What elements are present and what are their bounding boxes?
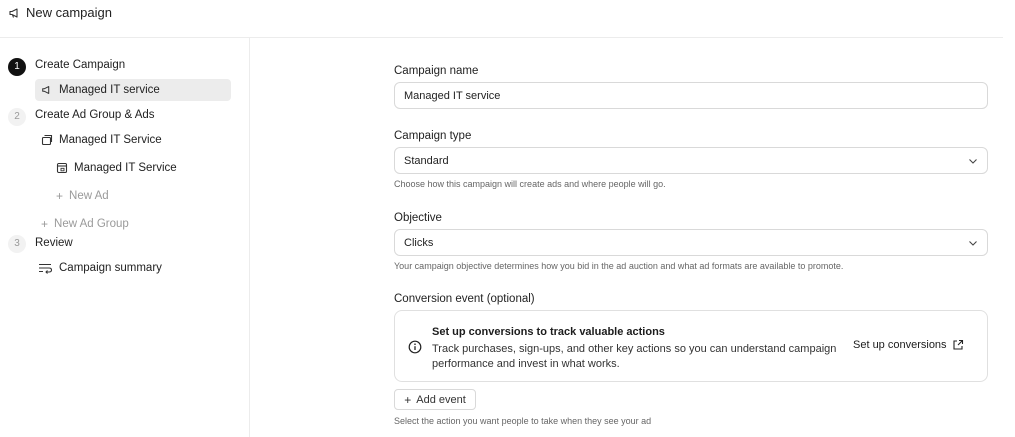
sidebar-item-ad-group[interactable] (35, 129, 162, 151)
set-up-conversions-label: Set up conversions (853, 339, 947, 351)
megaphone-icon (8, 6, 22, 20)
sidebar-item-label: Managed IT Service (74, 162, 177, 174)
conversion-help: Select the action you want people to take when they see your ad (394, 416, 652, 426)
chevron-down-icon (968, 156, 978, 166)
objective-select[interactable] (394, 229, 988, 256)
sidebar-item-label: Managed IT service (59, 84, 160, 96)
plus-icon: + (404, 392, 412, 407)
card-title: Set up conversions to track valuable actions (432, 326, 665, 338)
sidebar-item-campaign[interactable] (35, 79, 231, 101)
objective-value: Clicks (404, 236, 434, 249)
ad-icon (56, 162, 68, 174)
sidebar-item-label: Campaign summary (59, 262, 162, 274)
campaign-type-select[interactable] (394, 147, 988, 174)
sidebar (0, 38, 250, 437)
step-2-indicator: 2 (8, 108, 26, 126)
step-3-label[interactable]: Review (35, 237, 73, 249)
step-2-label[interactable]: Create Ad Group & Ads (35, 109, 155, 121)
chevron-down-icon (968, 238, 978, 248)
add-event-label: Add event (416, 393, 466, 406)
card-body: Track purchases, sign-ups, and other key actions so you can understand campaign performance and invest in what works. (432, 343, 837, 370)
sidebar-item-ad[interactable] (50, 157, 177, 179)
summary-icon (38, 262, 53, 274)
step-3-indicator: 3 (8, 235, 26, 253)
campaign-name-input[interactable] (394, 82, 988, 109)
info-icon (408, 340, 422, 354)
conversion-event-label: Conversion event (optional) (394, 293, 535, 305)
conversion-setup-card (394, 310, 988, 382)
campaign-type-label: Campaign type (394, 130, 472, 142)
campaign-name-label: Campaign name (394, 65, 479, 77)
step-1-indicator: 1 (8, 58, 26, 76)
new-ad-label: New Ad (69, 190, 109, 202)
plus-icon: + (41, 217, 49, 231)
new-ad-group-button[interactable] (41, 213, 129, 235)
sidebar-item-label: Managed IT Service (59, 134, 162, 146)
sidebar-item-summary[interactable] (38, 257, 162, 279)
plus-icon: + (56, 189, 64, 203)
new-ad-group-label: New Ad Group (54, 218, 129, 230)
add-event-button[interactable] (394, 389, 476, 410)
new-ad-button[interactable] (56, 185, 109, 207)
campaign-name-value: Managed IT service (404, 89, 501, 102)
objective-help: Your campaign objective determines how you bid in the ad auction and what ad formats are available to promote. (394, 261, 844, 271)
external-link-icon (952, 339, 964, 351)
page-title: New campaign (26, 5, 112, 20)
set-up-conversions-link[interactable] (853, 339, 964, 351)
megaphone-icon (41, 84, 53, 96)
campaign-type-help: Choose how this campaign will create ads and where people will go. (394, 179, 666, 189)
step-1-label[interactable]: Create Campaign (35, 59, 126, 71)
ad-group-icon (41, 134, 53, 146)
top-bar (0, 0, 1003, 38)
campaign-type-value: Standard (404, 154, 449, 167)
objective-label: Objective (394, 212, 442, 224)
